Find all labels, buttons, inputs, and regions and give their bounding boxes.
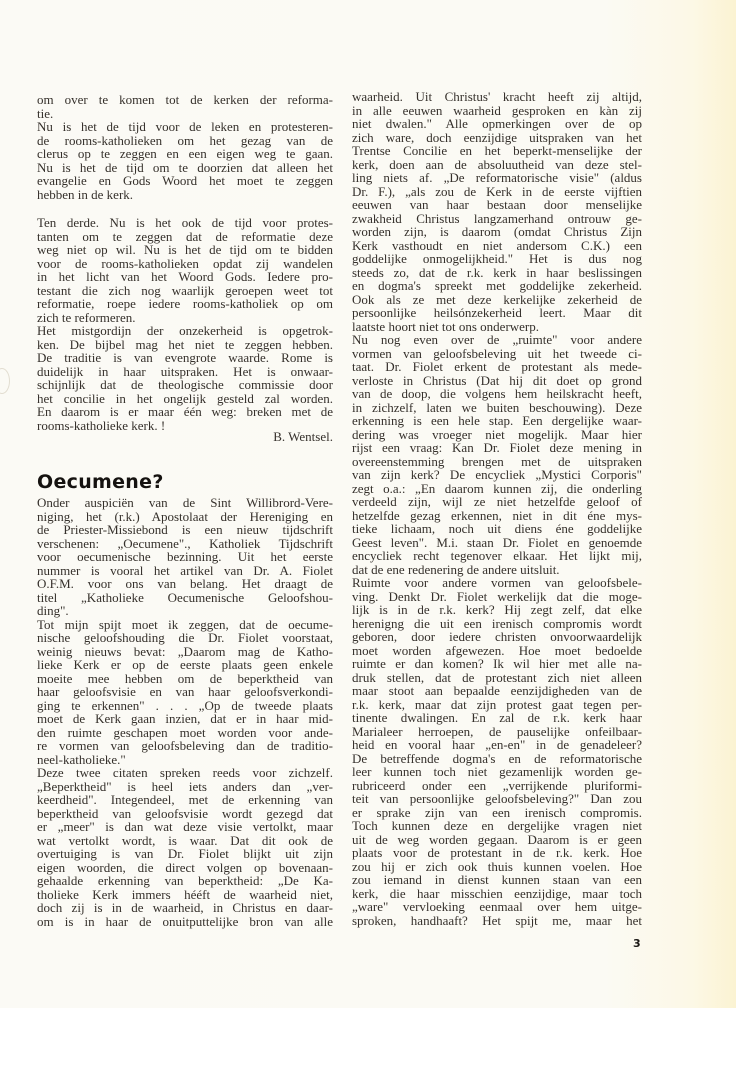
- text-line: Toch kunnen deze en dergelijke vragen niet: [352, 818, 642, 833]
- text-line: moeite mee hebben om de beperktheid van: [37, 670, 333, 686]
- text-line: zich ware, doch eenzijdige uitspraken van het: [352, 129, 642, 145]
- author-signature: B. Wentsel.: [273, 429, 333, 444]
- text-line: Nu nog even over de „ruimte" voor andere: [352, 332, 642, 347]
- text-line: evangelie en Gods Woord het moet te zeggen: [37, 173, 333, 188]
- text-line: zou hij er zich ook thuis kunnen voelen. Hoe: [352, 858, 642, 874]
- text-line: in het licht van het Woord Gods. Iedere pro-: [37, 269, 333, 284]
- text-line: de rooms-katholieken om het gezag van de: [37, 132, 333, 148]
- text-line: tanten om te zeggen dat de reformatie deze: [37, 228, 333, 244]
- text-line: Ook als ze met deze kerkelijke zekerheid de: [352, 291, 642, 307]
- punch-hole-mark: [0, 368, 10, 394]
- text-line: Ruimte voor andere vormen van geloofsbele-: [352, 575, 642, 590]
- text-line: er „meer" is dan wat deze visie vertolkt, maar: [37, 819, 333, 834]
- text-line: niging, het (r.k.) Apostolaat der Hereniging en: [37, 508, 333, 524]
- text-line: zegt o.a.: „En daarom kunnen zij, die onderling: [352, 480, 642, 496]
- left-column-section-1: [37, 93, 333, 201]
- text-line: het concilie in het ongelijk gesteld zal worden.: [37, 390, 333, 406]
- page-number: 3: [633, 937, 641, 950]
- text-line: leer kunnen toch niet gezamenlijk worden ge-: [352, 764, 642, 779]
- text-line: herenigng die uit een irenisch compromis wordt: [352, 615, 642, 631]
- article-body-left: [37, 496, 333, 928]
- text-line: in zichzelf, laten we buiten beschouwing). Deze: [352, 399, 642, 415]
- text-line: „ware" vervloeking eenmaal over hem uitge-: [352, 899, 642, 914]
- text-line: ging te erkennen" . . . „Op de tweede plaats: [37, 697, 333, 713]
- text-line: Deze twee citaten spreken reeds voor zichzelf.: [37, 765, 333, 780]
- text-line: „Beperktheid" is heel iets anders dan „ver-: [37, 778, 333, 794]
- text-line: rijst een vraag: Kan Dr. Fiolet deze mening in: [352, 440, 642, 455]
- text-line: plaats voor de protestant in de r.k. kerk. Hoe: [352, 845, 642, 860]
- text-line: vormen van geloofsbeleving uit het tweede ci-: [352, 345, 642, 361]
- text-line: laatste hoort niet tot ons onderwerp.: [352, 318, 540, 334]
- text-line: testant die zich nog waarlijk geroepen weet tot: [37, 282, 333, 298]
- text-line: Trentse Concilie en het beperkt-menselijke der: [352, 143, 642, 158]
- text-line: nummer is vooral het artikel van Dr. A. Fiolet: [37, 562, 333, 578]
- text-line: hebben in de kerk.: [37, 186, 134, 202]
- text-line: doch zij is in de waarheid, in Christus en daar-: [37, 900, 333, 915]
- text-line: overtuiging is van Dr. Fiolet blijkt uit zijn: [37, 846, 333, 861]
- text-line: Ten derde. Nu is het ook de tijd voor protes-: [37, 215, 333, 230]
- text-line: tholieke Kerk immers hééft de waarheid niet,: [37, 886, 333, 902]
- text-line: in alle eeuwen waarheid gesproken en kàn zij: [352, 102, 642, 118]
- text-line: clerus op te zeggen en een eigen weg te gaan.: [37, 146, 333, 161]
- text-line: duidelijk in haar uitspraken. Het is onwaar-: [37, 363, 333, 379]
- text-line: overeenstemming brengen met de uitspraken: [352, 453, 642, 469]
- text-line: de Priester-Missiebond is een nieuw tijdschrift: [37, 522, 333, 537]
- text-line: kerk, die haar misschien eenzijdige, maar toch: [352, 885, 642, 901]
- text-line: dat de ene redenering de andere uitsluit.: [352, 561, 560, 577]
- text-line: geboren, door iedere christen onvoorwaardelijk: [352, 629, 642, 644]
- text-line: ling niets af. „De reformatorische visie" (aldus: [352, 170, 642, 185]
- text-line: sproken, handhaaft? Het spijt me, maar het: [352, 912, 642, 928]
- text-line: wat vertolkt wordt, is waar. Dat dit ook de: [37, 832, 333, 848]
- text-line: om is in haar de onuitputtelijke bron van alle: [37, 913, 333, 929]
- text-line: lieke Kerk er op de eerste plaats geen enkele: [37, 657, 333, 672]
- text-line: zou iemand in dienst kunnen staan van een: [352, 872, 642, 887]
- text-line: re vormen van geloofsbeleving dan de traditio-: [37, 738, 333, 753]
- text-line: goddelijke onmogelijkheid." Het is dus nog: [352, 251, 642, 266]
- text-line: heid en vooral haar „en-en" in de genadeleer?: [352, 737, 642, 752]
- text-line: Dr. F.), „als zou de Kerk in de eerste vijftien: [352, 183, 642, 199]
- text-line: om over te komen tot de kerken der reforma-: [37, 92, 333, 107]
- text-line: Onder auspiciën van de Sint Willibrord-Vere-: [37, 495, 333, 510]
- text-line: waarheid. Uit Christus' kracht heeft zij altijd,: [352, 89, 642, 104]
- text-line: neel-katholieke.": [37, 751, 126, 767]
- text-line: verdeeld zijn, wijl ze niet hetzelfde geloof of: [352, 494, 642, 509]
- paragraph: [37, 120, 333, 201]
- text-line: eigen woorden, die direct volgen op bovenaan-: [37, 859, 333, 875]
- paragraph: [37, 766, 333, 928]
- text-line: voor oecumenische bezinning. Uit het eerste: [37, 549, 333, 564]
- text-line: reformatie, roepe iedere rooms-katholiek op om: [37, 296, 333, 311]
- text-line: haar geloofsvisie en van haar geloofsverkondi-: [37, 684, 333, 699]
- paragraph: [37, 216, 333, 324]
- text-line: keerdheid". Integendeel, met de erkenning van: [37, 792, 333, 807]
- text-line: encycliek recht tegenover elkaar. Het lijkt mij,: [352, 548, 642, 563]
- paragraph: [37, 496, 333, 618]
- text-line: zwakheid Christus langzamerhand ontrouw ge-: [352, 210, 642, 226]
- text-line: Tot mijn spijt moet ik zeggen, dat de oecume-: [37, 616, 333, 632]
- text-line: kerk, doen aan de absoluutheid van deze stel-: [352, 156, 642, 172]
- text-line: ruimte er dan komen? Ik wil hier met alle na-: [352, 656, 642, 671]
- text-line: De betreffende dogma's en de reformatorische: [352, 750, 642, 766]
- text-line: ken. De bijbel mag het niet te zeggen hebben.: [37, 336, 333, 352]
- text-line: De traditie is van evengrote waarde. Rome is: [37, 350, 333, 365]
- text-line: moet de Kerk gaan inzien, dat er in haar mid-: [37, 711, 333, 726]
- text-line: ding".: [37, 603, 69, 618]
- text-line: Nu is het de tijd om te doorzien dat alleen het: [37, 159, 333, 175]
- text-line: maar stoot aan bepaalde eenzijdigheden van de: [352, 683, 642, 698]
- text-line: weg niet op wil. Nu is het de tijd om te bidden: [37, 242, 333, 257]
- text-line: rooms-katholieke kerk. !: [37, 417, 166, 433]
- text-line: persoonlijke heilsónzekerheid leert. Maar dit: [352, 305, 642, 320]
- text-line: erkenning is een hele stap. Een dergelijke waar-: [352, 413, 642, 428]
- text-line: beperktheid van geloofsvisie wordt gezegd dat: [37, 805, 333, 821]
- text-line: lijk is in de r.k. kerk? Hij zegt zelf, dat elke: [352, 602, 642, 617]
- text-line: tieke lichaam, noch uit diens éne goddelijke: [352, 521, 642, 536]
- text-line: tie.: [37, 105, 54, 121]
- text-line: En daarom is er maar één weg: breken met de: [37, 404, 333, 419]
- text-line: rubriceerd onder een „verrijkende pluriformi-: [352, 777, 642, 793]
- text-line: gehaalde erkenning van beperktheid: „De Ka-: [37, 873, 333, 888]
- text-line: Het mistgordijn der onzekerheid is opgetrok-: [37, 323, 333, 338]
- paragraph: [37, 618, 333, 767]
- text-line: uit de weg worden gegaan. Daarom is er geen: [352, 831, 642, 847]
- text-line: tinente dwalingen. En zal de r.k. kerk haar: [352, 710, 642, 725]
- paragraph: [352, 576, 642, 927]
- text-line: er sprake zijn van een irenisch compromis.: [352, 804, 642, 820]
- paragraph: [352, 90, 642, 333]
- text-line: zich te reformeren.: [37, 309, 136, 325]
- article-body-right: [352, 90, 642, 927]
- text-line: verschenen: „Oecumene"., Katholiek Tijdschrift: [37, 535, 333, 551]
- article-heading: Oecumene?: [37, 471, 164, 493]
- text-line: hetzelfde gezag erkennen, niet in dit éne mys-: [352, 507, 642, 523]
- text-line: Geest leven". M.i. staan Dr. Fiolet en genoemde: [352, 534, 642, 550]
- text-line: Marialeer herroepen, de pauselijke onfeilbaar-: [352, 723, 642, 739]
- text-line: schijnlijk dat de theologische commissie door: [37, 377, 333, 392]
- text-line: steeds zo, dat de r.k. kerk in haar beslissingen: [352, 264, 642, 280]
- text-line: moet worden afgewezen. Hoe moet bedoelde: [352, 642, 642, 658]
- paragraph: [37, 324, 333, 432]
- text-line: teit van persoonlijke geloofsbeleving?" Dan zou: [352, 791, 642, 806]
- text-line: ving. Denkt Dr. Fiolet werkelijk dat die moge-: [352, 588, 642, 604]
- text-line: weinig nieuws bevat: „Daarom mag de Katho-: [37, 643, 333, 659]
- text-line: Kerk vasthoudt en niet andersom C.K.) een: [352, 237, 642, 253]
- text-line: worden zijn, is daarom (omdat Christus Zijn: [352, 224, 642, 239]
- left-column-section-2: [37, 216, 333, 432]
- text-line: den ruimte geschapen moet worden voor ande-: [37, 724, 333, 740]
- text-line: druk stellen, dat de protestant zich niet alleen: [352, 669, 642, 685]
- text-line: O.F.M. voor ons van belang. Het draagt de: [37, 576, 333, 591]
- text-line: van de doop, die volgens hem heilskracht heeft,: [352, 386, 642, 401]
- text-line: verloste in Christus (Dat hij dit doet op grond: [352, 372, 642, 388]
- paragraph: [352, 333, 642, 576]
- paragraph: [37, 93, 333, 120]
- text-line: nische geloofshouding die Dr. Fiolet voorstaat,: [37, 630, 333, 645]
- text-line: titel „Katholieke Oecumenische Geloofshou-: [37, 589, 333, 605]
- text-line: Nu is het de tijd voor de leken en protesteren-: [37, 119, 333, 134]
- text-line: taat. Dr. Fiolet erkent de protestant als mede-: [352, 359, 642, 374]
- text-line: dering was vroeger niet mogelijk. Maar hier: [352, 426, 642, 442]
- text-line: niet dwalen." Alle opmerkingen over de op: [352, 116, 642, 131]
- text-line: en dogma's spreekt met goddelijke zekerheid.: [352, 278, 642, 293]
- text-line: voor de rooms-katholieken opdat zij wandelen: [37, 255, 333, 271]
- text-line: van zijn kerk? De encycliek „Mystici Corporis": [352, 467, 642, 482]
- text-line: eeuwen van haar bestaan door menselijke: [352, 197, 642, 212]
- text-line: r.k. kerk, maar dat zijn protest gaat tegen per-: [352, 696, 642, 712]
